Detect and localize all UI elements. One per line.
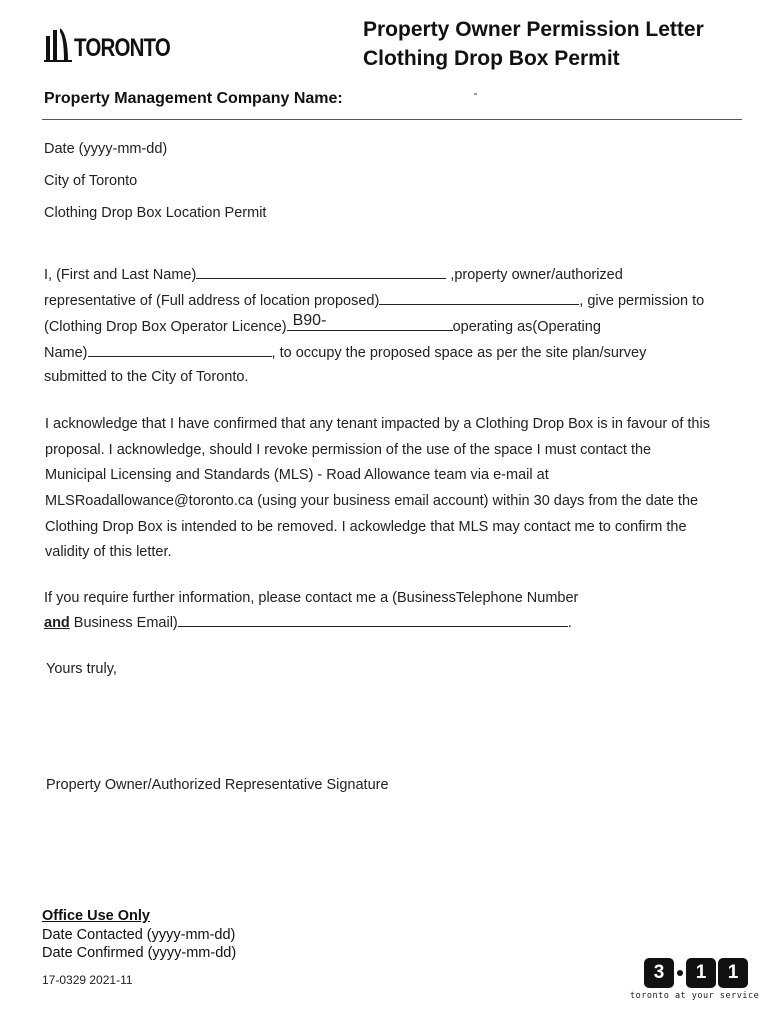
licence-prefix: B90- xyxy=(292,312,327,329)
recipient-permit: Clothing Drop Box Location Permit xyxy=(44,205,267,221)
date-label: Date (yyyy-mm-dd) xyxy=(44,141,168,157)
acknowledge-line-2: proposal. I acknowledge, should I revoke permission of the use of the space I must contact the xyxy=(45,442,652,458)
contact-line-1: If you require further information, please contact me a (BusinessTelephone Number xyxy=(44,590,579,606)
acknowledge-line-5: Clothing Drop Box is intended to be removed. I ackowledge that MLS may contact me to confirm the xyxy=(45,519,687,535)
licence-label: (Clothing Drop Box Operator Licence) xyxy=(44,319,287,335)
acknowledge-line-1: I acknowledge that I have confirmed that any tenant impacted by a Clothing Drop Box is in favour of this xyxy=(45,416,710,432)
acknowledge-line-3: Municipal Licensing and Standards (MLS) - Road Allowance team via e-mail at xyxy=(45,467,549,483)
recipient-city: City of Toronto xyxy=(44,173,138,189)
and-emphasis: and xyxy=(44,615,70,631)
permission-line-2 xyxy=(44,291,704,309)
toronto-logo xyxy=(44,26,174,66)
logo-dot xyxy=(677,970,683,976)
owner-role-text: ,property owner/authorized xyxy=(446,267,623,283)
owner-name-field[interactable] xyxy=(196,265,446,279)
office-use-title: Office Use Only xyxy=(42,908,150,924)
page-title-line2: Clothing Drop Box Permit xyxy=(363,47,620,70)
permission-line-4 xyxy=(44,343,646,361)
give-permission-text: , give permission to xyxy=(579,293,705,309)
permission-line-5: submitted to the City of Toronto. xyxy=(44,369,249,385)
form-id: 17-0329 2021-11 xyxy=(42,973,133,987)
licence-field[interactable] xyxy=(287,312,453,331)
address-field[interactable] xyxy=(379,291,579,305)
logo-311 xyxy=(630,958,760,1008)
contact-field[interactable] xyxy=(178,613,568,627)
permission-line-3 xyxy=(44,312,601,335)
header-divider xyxy=(42,119,742,120)
address-label: representative of (Full address of location proposed) xyxy=(44,293,380,309)
permission-line-1 xyxy=(44,265,623,283)
city-hall-icon xyxy=(44,26,74,62)
contact-line-2 xyxy=(44,613,572,631)
logo-wordmark: TORONTO xyxy=(74,34,171,62)
operating-name-field[interactable] xyxy=(88,343,272,357)
date-contacted-label: Date Contacted (yyyy-mm-dd) xyxy=(42,927,236,943)
operating-name-label: Name) xyxy=(44,345,88,361)
digit-1b-key: 1 xyxy=(718,958,748,988)
digit-1-key: 1 xyxy=(686,958,716,988)
contact-period: . xyxy=(567,615,572,631)
date-confirmed-label: Date Confirmed (yyyy-mm-dd) xyxy=(42,945,237,961)
occupy-text: , to occupy the proposed space as per the site plan/survey xyxy=(271,345,647,361)
closing: Yours truly, xyxy=(46,661,117,677)
business-email-label: Business Email) xyxy=(69,615,178,631)
signature-label: Property Owner/Authorized Representative Signature xyxy=(46,777,389,793)
digit-3-key: 3 xyxy=(644,958,674,988)
logo-tagline: toronto at your service xyxy=(630,991,760,1001)
acknowledge-line-6: validity of this letter. xyxy=(45,544,172,560)
company-name-field[interactable] xyxy=(474,93,477,95)
owner-name-label: I, (First and Last Name) xyxy=(44,267,197,283)
company-name-label: Property Management Company Name: xyxy=(44,90,343,107)
operating-as-label: operating as(Operating xyxy=(452,319,601,335)
acknowledge-line-4: MLSRoadallowance@toronto.ca (using your business email account) within 30 days from the date the xyxy=(45,493,699,509)
page-title-line1: Property Owner Permission Letter xyxy=(363,18,704,41)
